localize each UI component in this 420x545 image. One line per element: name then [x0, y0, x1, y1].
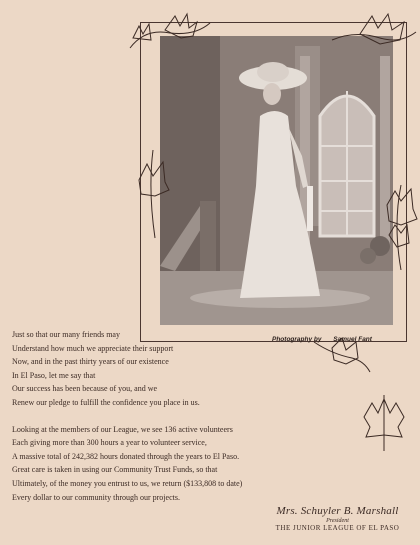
- portrait-illustration: [160, 36, 393, 325]
- poem-line: Every dollar to our community through our projects.: [12, 492, 180, 502]
- poem-line: Each giving more than 300 hours a year to volunteer service,: [12, 438, 207, 448]
- portrait-photo: [160, 36, 393, 325]
- vine-leaf-right-icon: [383, 185, 419, 270]
- poem-line: Looking at the members of our League, we see 136 active volunteers: [12, 424, 233, 434]
- poem-line: Just so that our many friends may: [12, 330, 120, 339]
- poem-line: Ultimately, of the money you entrust to us, we return ($133,808 to date): [12, 478, 243, 488]
- vine-leaf-lone-icon: [360, 395, 408, 453]
- poem-line: Renew our pledge to fulfill the confidence you place in us.: [12, 397, 200, 407]
- photo-credit-name: Samuel Fant: [333, 336, 372, 343]
- poem-line: Great care is taken in using our Community Trust Funds, so that: [12, 465, 218, 475]
- vine-leaf-top-left-icon: [125, 8, 215, 53]
- poem-line: A massive total of 242,382 hours donated through the years to El Paso.: [12, 451, 240, 461]
- poem-line: Our success has been because of you, and we: [12, 384, 158, 394]
- stanza-gap: [12, 410, 312, 423]
- signature-organization: THE JUNIOR LEAGUE OF EL PASO: [275, 524, 400, 532]
- signature-block: [255, 505, 420, 532]
- poem-line: Understand how much we appreciate their support: [12, 343, 174, 353]
- signature-name: Mrs. Schuyler B. Marshall: [276, 505, 399, 517]
- photo-credit-label: Photography by: [272, 336, 322, 343]
- signature-title: President: [326, 518, 349, 524]
- vine-leaf-top-right-icon: [330, 10, 418, 60]
- vine-leaf-left-icon: [133, 150, 173, 240]
- poem: [12, 328, 312, 504]
- poem-line: Now, and in the past thirty years of our existence: [12, 357, 169, 367]
- poem-line: In El Paso, let me say that: [12, 370, 96, 380]
